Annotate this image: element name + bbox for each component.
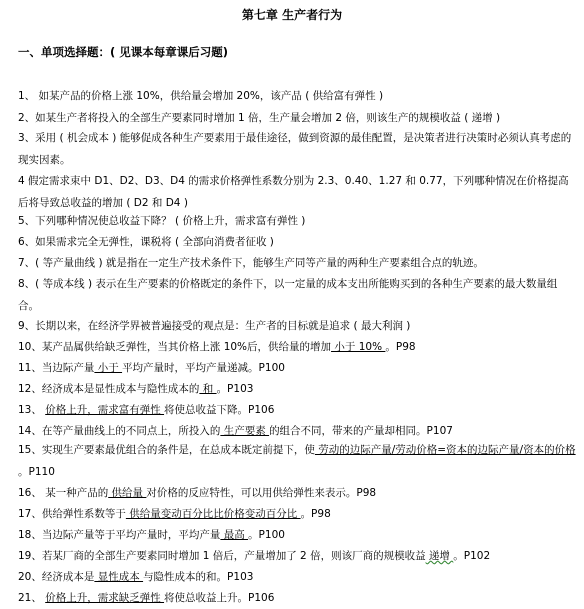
- question-11: [18, 358, 578, 379]
- question-13-text: 13、: [18, 404, 46, 416]
- question-20-ref: 与隐性成本的和。P103: [143, 571, 254, 583]
- question-11-answer: 小于: [94, 362, 123, 374]
- question-6: 6、如果需求完全无弹性，课税将 ( 全部向消费者征收 ): [18, 236, 274, 248]
- question-13-answer: 价格上升，需求富有弹性: [45, 404, 165, 416]
- question-12-ref: 。P103: [216, 383, 254, 395]
- question-12-answer: 和: [199, 383, 217, 395]
- question-12-text: 12、经济成本是显性成本与隐性成本的: [18, 383, 200, 395]
- question-4: 4 假定需求束中 D1、D2、D3、D4 的需求价格弹性系数分别为 2.3、0.40、1.27 和 0.77，下列哪种情况在价格提高后将导致总收益的增加 ( D2 和 D4 ): [18, 175, 569, 209]
- question-17-ref: 。P98: [300, 508, 331, 520]
- question-21-text: 21、: [18, 592, 46, 604]
- question-11-text: 11、当边际产量: [18, 362, 95, 374]
- question-12: [18, 379, 578, 400]
- question-21: [18, 588, 578, 609]
- question-15-ref: 。P110: [18, 466, 55, 478]
- question-15: [18, 439, 578, 483]
- question-18-ref: 。P100: [248, 529, 285, 541]
- section-heading: 一、单项选择题：( 见课本每章课后习题): [18, 45, 229, 59]
- question-5: 5、下列哪种情况使总收益下降？ ( 价格上升，需求富有弹性 ): [18, 215, 306, 227]
- question-11-ref: 平均产量时，平均产量递减。P100: [122, 362, 285, 374]
- question-2: 2、如某生产者将投入的全部生产要素同时增加 1 倍，生产量会增加 2 倍，则该生产的规模收益 ( 递增 ): [18, 112, 501, 124]
- question-17-answer: 供给量变动百分比比价格变动百分比: [125, 508, 301, 520]
- question-10-text: 10、某产品属供给缺乏弹性，当其价格上涨 10%后，供给量的增加: [18, 341, 332, 353]
- question-1: 1、 如某产品的价格上涨 10%，供给量会增加 20%，该产品 ( 供给富有弹性 ): [18, 90, 384, 102]
- question-19-text: 19、若某厂商的全部生产要素同时增加 1 倍后，产量增加了 2 倍，则该厂商的规模收益: [18, 550, 426, 562]
- question-18-text: 18、当边际产量等于平均产量时，平均产量: [18, 529, 221, 541]
- question-21-answer: 价格上升，需求缺乏弹性: [45, 592, 165, 604]
- question-9: 9、长期以来，在经济学界被普遍接受的观点是：生产者的目标就是追求 ( 最大利润 ): [18, 320, 411, 332]
- question-19: [18, 546, 578, 567]
- question-16: [18, 483, 578, 504]
- question-20-text: 20、经济成本是: [18, 571, 95, 583]
- question-14-ref: 的组合不同，带来的产量却相同。P107: [269, 425, 453, 437]
- question-10-ref: 。P98: [385, 341, 416, 353]
- question-17: [18, 504, 578, 525]
- question-15-answer: 劳动的边际产量/劳动价格=资本的边际产量/资本的价格: [314, 444, 576, 456]
- question-20-answer: 显性成本: [94, 571, 144, 583]
- question-18-answer: 最高: [220, 529, 249, 541]
- question-20: [18, 567, 578, 588]
- question-14-answer: 生产要素: [220, 425, 270, 437]
- question-13: [18, 400, 578, 421]
- question-10: [18, 337, 578, 358]
- question-19-answer: 递增: [425, 550, 454, 562]
- question-3: 3、采用 ( 机会成本 ) 能够促成各种生产要素用于最佳途径，做到资源的最佳配置，是决策者进行决策时必须认真考虑的现实因素。: [18, 132, 572, 166]
- question-17-text: 17、供给弹性系数等于: [18, 508, 126, 520]
- question-7: 7、( 等产量曲线 ) 就是指在一定生产技术条件下，能够生产同等产量的两种生产要素组合点的轨迹。: [18, 257, 484, 269]
- question-19-ref: 。P102: [453, 550, 491, 562]
- question-8: 8、( 等成本线 ) 表示在生产要素的价格既定的条件下，以一定量的成本支出所能购买到的各种生产要素的最大数量组合。: [18, 278, 558, 312]
- question-21-ref: 将使总收益上升。P106: [164, 592, 275, 604]
- question-13-ref: 将使总收益下降。P106: [164, 404, 275, 416]
- question-16-text: 16、 某一种产品的: [18, 487, 109, 499]
- question-14-text: 14、在等产量曲线上的不同点上，所投入的: [18, 425, 221, 437]
- question-18: [18, 525, 578, 546]
- chapter-title: 第七章 生产者行为: [241, 8, 343, 22]
- question-15-text: 15、实现生产要素最优组合的条件是，在总成本既定前提下，使: [18, 444, 315, 456]
- question-16-ref: 对价格的反应特性，可以用供给弹性来表示。P98: [146, 487, 377, 499]
- question-16-answer: 供给量: [108, 487, 147, 499]
- question-10-answer: 小于 10%: [331, 341, 386, 353]
